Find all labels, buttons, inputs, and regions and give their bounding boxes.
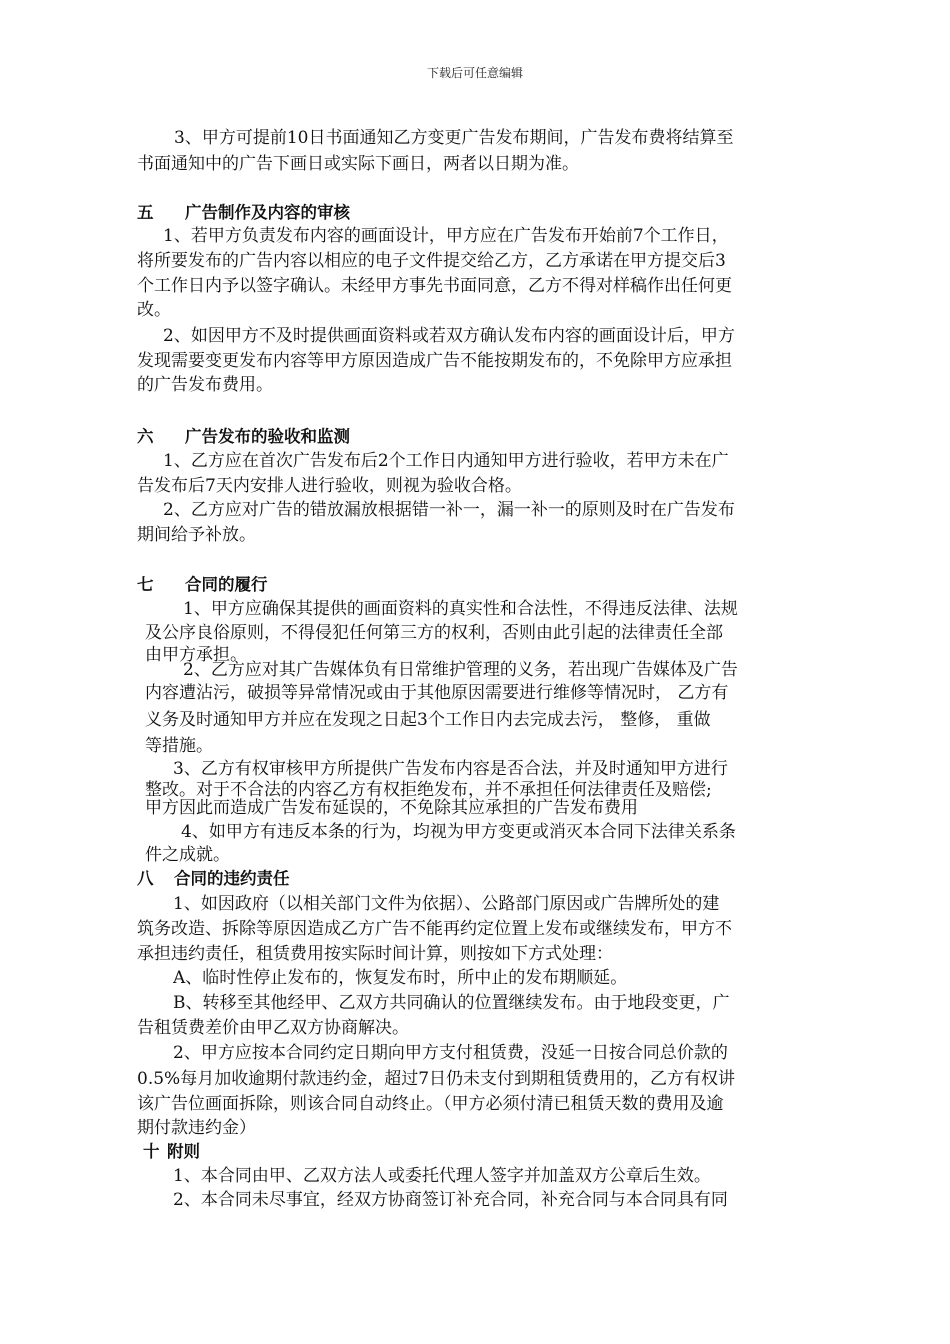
section-5-number: 五 bbox=[137, 203, 154, 222]
sec6-p1-line2: 告发布后7天内安排人进行验收，则视为验收合格。 bbox=[137, 476, 522, 496]
sec8-p2-line3: 该广告位画面拆除，则该合同自动终止。（甲方必须付清已租赁天数的费用及逾 bbox=[137, 1094, 724, 1114]
sec6-p2-line1: 2、乙方应对广告的错放漏放根据错一补一，漏一补一的原则及时在广告发布 bbox=[163, 500, 735, 520]
sec8-p2-line2: 0.5%每月加收逾期付款违约金，超过7日仍未支付到期租赁费用的，乙方有权讲 bbox=[137, 1069, 736, 1089]
section-10-number: 十 bbox=[143, 1142, 160, 1161]
sec7-p2-line1: 2、乙方应对其广告媒体负有日常维护管理的义务，若出现广告媒体及广告 bbox=[183, 660, 738, 680]
sec10-p1: 1、本合同由甲、乙双方法人或委托代理人签字并加盖双方公章后生效。 bbox=[173, 1166, 711, 1186]
section-8-heading bbox=[137, 868, 290, 890]
sec5-p2-line1: 2、如因甲方不及时提供画面资料或若双方确认发布内容的画面设计后，甲方 bbox=[163, 326, 735, 346]
sec4-p3-line1: 3、甲方可提前10日书面通知乙方变更广告发布期间，广告发布费将结算至 bbox=[174, 128, 734, 148]
section-7-heading bbox=[137, 574, 268, 596]
sec5-p1-line2: 将所要发布的广告内容以相应的电子文件提交给乙方，乙方承诺在甲方提交后3 bbox=[137, 251, 726, 271]
sec7-p4-line1: 4、如甲方有违反本条的行为，均视为甲方变更或消灭本合同下法律关系条 bbox=[181, 822, 736, 842]
sec7-p3-line2: 整改。对于不合法的内容乙方有权拒绝发布，并不承担任何法律责任及赔偿; bbox=[145, 780, 712, 800]
sec8-p1-line1: 1、如因政府（以相关部门文件为依据）、公路部门原因或广告牌所处的建 bbox=[173, 894, 720, 914]
section-6-number: 六 bbox=[137, 427, 154, 446]
sec7-p1-line3: 由甲方承担。 bbox=[145, 645, 247, 665]
sec6-p2-line2: 期间给予补放。 bbox=[137, 525, 256, 545]
sec7-p2-line2: 内容遭沾污，破损等异常情况或由于其他原因需要进行维修等情况时， 乙方有 bbox=[145, 683, 729, 703]
section-8-title: 合同的违约责任 bbox=[174, 869, 290, 888]
sec8-p1-line2: 筑务改造、拆除等原因造成乙方广告不能再约定位置上发布或继续发布，甲方不 bbox=[137, 919, 732, 939]
section-6-heading bbox=[137, 426, 350, 448]
sec8-item-a: A、临时性停止发布的，恢复发布时，所中止的发布期顺延。 bbox=[173, 968, 628, 988]
section-8-number: 八 bbox=[137, 869, 154, 888]
section-6-title: 广告发布的验收和监测 bbox=[185, 427, 350, 446]
sec8-p2-line4: 期付款违约金） bbox=[137, 1118, 256, 1138]
sec8-item-b-line2: 告租赁费差价由甲乙双方协商解决。 bbox=[137, 1018, 409, 1038]
sec5-p1-line4: 改。 bbox=[137, 300, 171, 320]
sec6-p1-line1: 1、乙方应在首次广告发布后2个工作日内通知甲方进行验收，若甲方未在广 bbox=[163, 451, 729, 471]
sec7-p3-line3: 甲方因此而造成广告发布延误的，不免除其应承担的广告发布费用 bbox=[145, 798, 638, 818]
sec7-p1-line1: 1、甲方应确保其提供的画面资料的真实性和合法性，不得违反法律、法规 bbox=[183, 599, 738, 619]
section-7-number: 七 bbox=[137, 575, 154, 594]
sec5-p2-line2: 发现需要变更发布内容等甲方原因造成广告不能按期发布的，不免除甲方应承担 bbox=[137, 351, 732, 371]
sec10-p2: 2、本合同未尽事宜，经双方协商签订补充合同，补充合同与本合同具有同 bbox=[173, 1190, 728, 1210]
sec7-p1-line2: 及公序良俗原则，不得侵犯任何第三方的权利，否则由此引起的法律责任全部 bbox=[145, 623, 723, 643]
section-5-heading bbox=[137, 202, 350, 224]
sec7-p2-line4: 等措施。 bbox=[145, 736, 213, 756]
section-10-title: 附则 bbox=[167, 1142, 200, 1161]
page-header: 下载后可任意编辑 bbox=[426, 66, 523, 80]
section-7-title: 合同的履行 bbox=[185, 575, 268, 594]
sec7-p4-line2: 件之成就。 bbox=[145, 845, 230, 865]
section-5-title: 广告制作及内容的审核 bbox=[185, 203, 350, 222]
sec5-p1-line1: 1、若甲方负责发布内容的画面设计，甲方应在广告发布开始前7个工作日， bbox=[163, 226, 729, 246]
sec4-p3-line2: 书面通知中的广告下画日或实际下画日，两者以日期为准。 bbox=[137, 154, 579, 174]
sec8-p2-line1: 2、甲方应按本合同约定日期向甲方支付租赁费，没延一日按合同总价款的 bbox=[173, 1043, 728, 1063]
sec7-p3-line1: 3、乙方有权审核甲方所提供广告发布内容是否合法，并及时通知甲方进行 bbox=[173, 759, 728, 779]
sec8-p1-line3: 承担违约责任，租赁费用按实际时间计算，则按如下方式处理： bbox=[137, 944, 613, 964]
sec7-p2-line3: 义务及时通知甲方并应在发现之日起3个工作日内去完成去污， 整修， 重做 bbox=[145, 710, 711, 730]
section-10-heading bbox=[143, 1141, 200, 1163]
sec5-p1-line3: 个工作日内予以签字确认。未经甲方事先书面同意，乙方不得对样稿作出任何更 bbox=[137, 276, 732, 296]
sec8-item-b-line1: B、转移至其他经甲、乙双方共同确认的位置继续发布。由于地段变更，广 bbox=[173, 993, 730, 1013]
sec5-p2-line3: 的广告发布费用。 bbox=[137, 375, 273, 395]
